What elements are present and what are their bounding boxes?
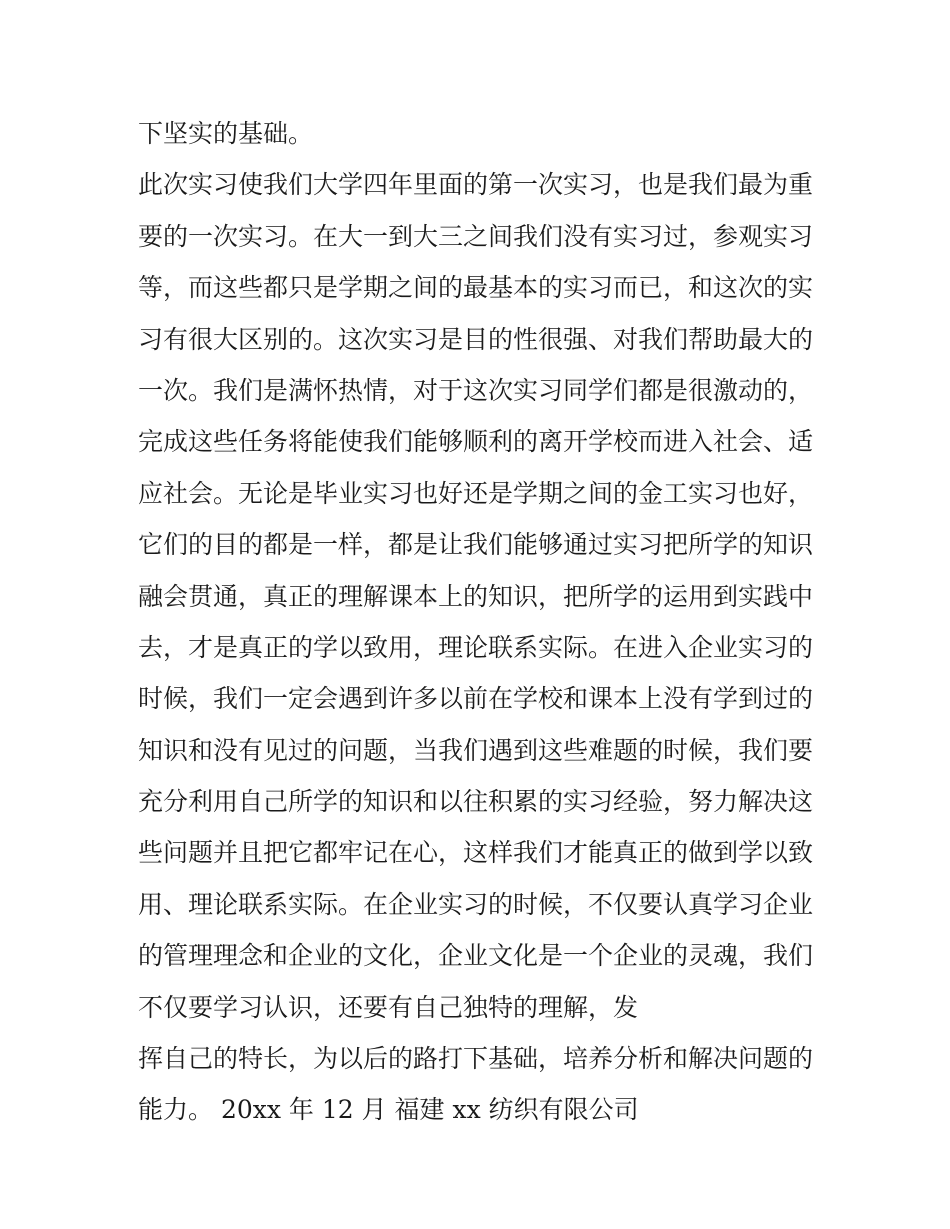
text-line: 些问题并且把它都牢记在心，这样我们才能真正的做到学以致 bbox=[138, 838, 814, 868]
text-line: 完成这些任务将能使我们能够顺利的离开学校而进入社会、适 bbox=[138, 427, 814, 457]
text-line: 等，而这些都只是学期之间的最基本的实习而已，和这次的实 bbox=[138, 273, 814, 303]
text-line: 一次。我们是满怀热情，对于这次实习同学们都是很激动的， bbox=[138, 375, 814, 405]
text-line: 用、理论联系实际。在企业实习的时候，不仅要认真学习企业 bbox=[138, 889, 814, 919]
text-line: 充分利用自己所学的知识和以往积累的实习经验，努力解决这 bbox=[138, 787, 814, 817]
text-line: 融会贯通，真正的理解课本上的知识，把所学的运用到实践中 bbox=[138, 581, 814, 611]
text-line: 知识和没有见过的问题，当我们遇到这些难题的时候，我们要 bbox=[138, 735, 814, 765]
text-line: 下坚实的基础。 bbox=[138, 119, 314, 148]
text-line: 要的一次实习。在大一到大三之间我们没有实习过，参观实习 bbox=[138, 221, 814, 251]
body-text bbox=[138, 108, 818, 1136]
text-line: 的管理理念和企业的文化，企业文化是一个企业的灵魂，我们 bbox=[138, 941, 814, 971]
signature-line: 能力。 20xx 年 12 月 福建 xx 纺织有限公司 bbox=[138, 1095, 639, 1125]
text-line: 习有很大区别的。这次实习是目的性很强、对我们帮助最大的 bbox=[138, 324, 814, 354]
text-line: 它们的目的都是一样，都是让我们能够通过实习把所学的知识 bbox=[138, 530, 814, 560]
text-line: 时候，我们一定会遇到许多以前在学校和课本上没有学到过的 bbox=[138, 684, 814, 714]
text-line: 挥自己的特长，为以后的路打下基础，培养分析和解决问题的 bbox=[138, 1044, 814, 1074]
text-line: 不仅要学习认识，还要有自己独特的理解，发 bbox=[138, 992, 639, 1022]
text-line: 去，才是真正的学以致用，理论联系实际。在进入企业实习的 bbox=[138, 632, 814, 662]
text-line: 此次实习使我们大学四年里面的第一次实习，也是我们最为重 bbox=[138, 170, 814, 200]
text-line: 应社会。无论是毕业实习也好还是学期之间的金工实习也好， bbox=[138, 478, 814, 508]
